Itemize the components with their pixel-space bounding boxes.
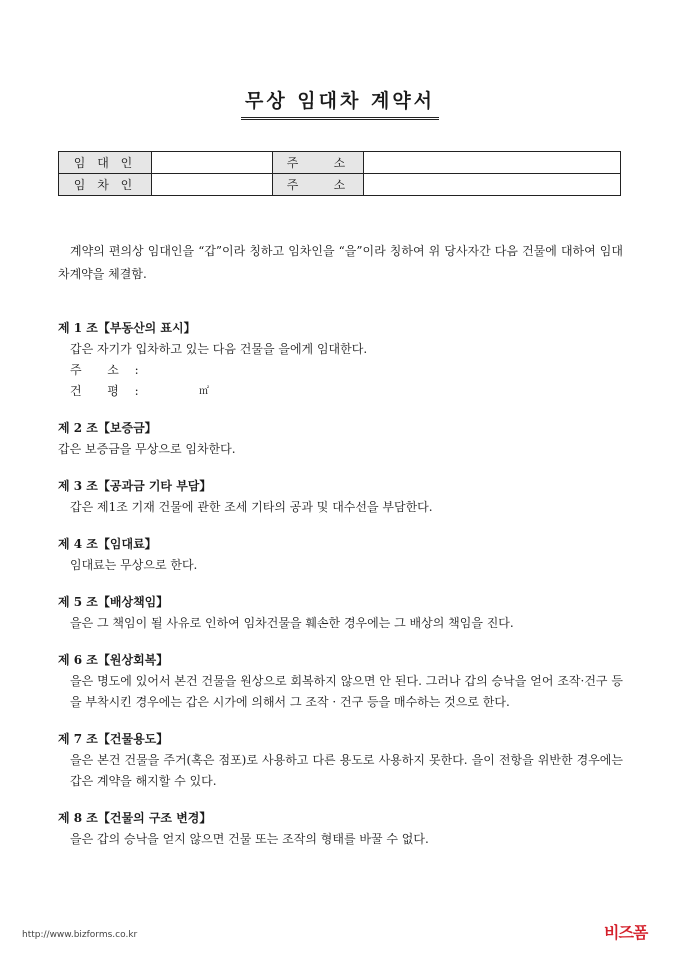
lessor-name-field[interactable] (152, 152, 273, 174)
lessor-label: 임 대 인 (59, 152, 152, 174)
lessee-address-field[interactable] (364, 174, 621, 196)
article-heading: 제 7 조【건물용도】 (58, 732, 169, 746)
property-address-line (58, 360, 623, 381)
article-heading: 제 6 조【원상회복】 (58, 653, 169, 667)
article-body: 을은 그 책임이 될 사유로 인하여 임차건물을 훼손한 경우에는 그 배상의 책임을 진다. (70, 616, 514, 630)
table-row (59, 174, 621, 196)
article-body: 을은 갑의 승낙을 얻지 않으면 건물 또는 조작의 형태를 바꿀 수 없다. (70, 832, 429, 846)
article-1 (58, 318, 623, 402)
article-8 (58, 808, 623, 850)
article-heading: 제 4 조【임대료】 (58, 537, 157, 551)
title-wrap (0, 86, 680, 120)
article-7 (58, 729, 623, 792)
property-address-label: 주 소 : (70, 363, 145, 377)
area-unit: ㎡ (199, 386, 209, 397)
property-area-label: 건 평 : (70, 384, 145, 398)
lessee-address-label: 주 소 (273, 174, 364, 196)
article-body: 을은 본건 건물을 주거(혹은 점포)로 사용하고 다른 용도로 사용하지 못한다. 을이 전항을 위반한 경우에는 갑은 계약을 해지할 수 있다. (70, 753, 623, 788)
page-title: 무상 임대차 계약서 (241, 86, 439, 120)
intro-paragraph: 계약의 편의상 임대인을 “갑”이라 칭하고 임차인을 “을”이라 칭하여 위 당사자간 다음 건물에 대하여 임대차계약을 체결함. (58, 244, 623, 281)
article-3 (58, 476, 623, 518)
parties-table (58, 151, 621, 196)
table-row (59, 152, 621, 174)
articles (58, 318, 623, 866)
lessor-address-label: 주 소 (273, 152, 364, 174)
article-2 (58, 418, 623, 460)
article-body: 갑은 자기가 입차하고 있는 다음 건물을 을에게 임대한다. (70, 342, 368, 356)
lessee-label: 임 차 인 (59, 174, 152, 196)
article-heading: 제 8 조【건물의 구조 변경】 (58, 811, 212, 825)
article-heading: 제 1 조【부동산의 표시】 (58, 321, 196, 335)
bizforms-logo: 비즈폼 (604, 923, 648, 942)
property-area-line (58, 381, 623, 402)
article-5 (58, 592, 623, 634)
lessor-address-field[interactable] (364, 152, 621, 174)
article-heading: 제 3 조【공과금 기타 부담】 (58, 479, 212, 493)
article-heading: 제 5 조【배상책임】 (58, 595, 169, 609)
article-6 (58, 650, 623, 713)
article-body: 갑은 제1조 기재 건물에 관한 조세 기타의 공과 및 대수선을 부담한다. (70, 500, 433, 514)
footer-url[interactable]: http://www.bizforms.co.kr (22, 930, 138, 940)
article-body: 을은 명도에 있어서 본건 건물을 원상으로 회복하지 않으면 안 된다. 그러나 갑의 승낙을 얻어 조작·건구 등을 부착시킨 경우에는 갑은 시가에 의해서 그 조작 · 건구 등을 매수하는 것으로 한다. (70, 674, 623, 709)
article-body: 갑은 보증금을 무상으로 임차한다. (58, 442, 236, 456)
article-body: 임대료는 무상으로 한다. (70, 558, 198, 572)
article-heading: 제 2 조【보증금】 (58, 421, 157, 435)
lessee-name-field[interactable] (152, 174, 273, 196)
article-4 (58, 534, 623, 576)
